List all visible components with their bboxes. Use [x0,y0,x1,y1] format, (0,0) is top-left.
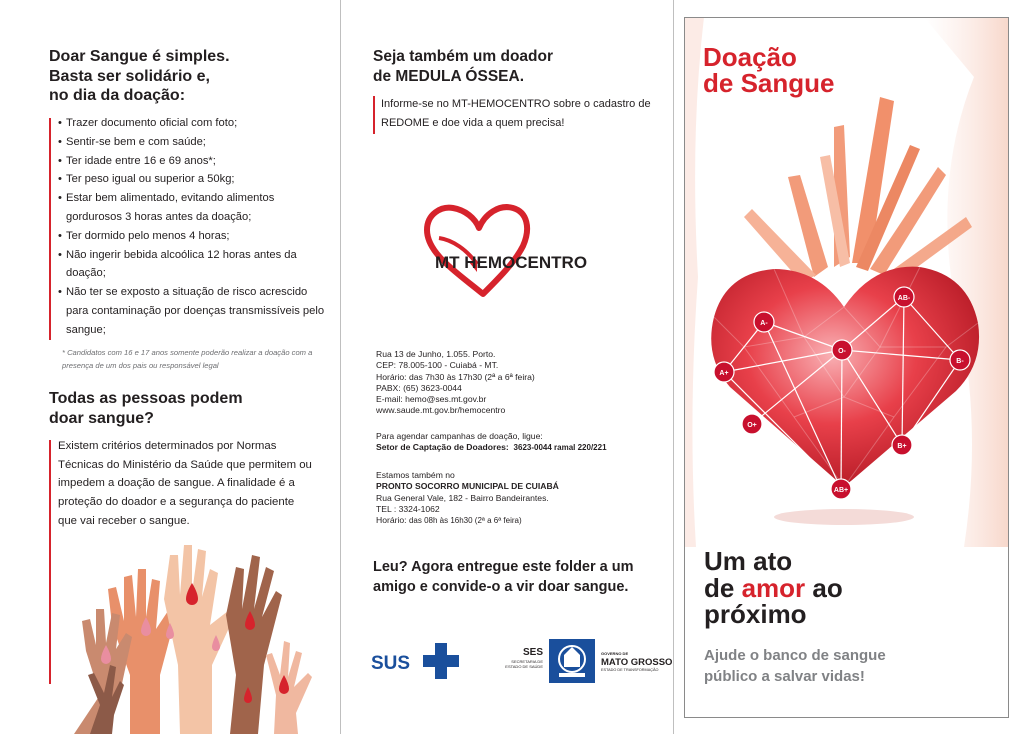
requirements-list [58,114,328,340]
sus-text: SUS [371,653,411,674]
accent-bar [49,440,51,684]
cover-subtitle [704,646,886,687]
tagline-highlight: amor [741,572,806,603]
address-line: Horário: das 7h30 às 17h30 (2ª a 6ª feira) [376,371,535,382]
call-to-action: Leu? Agora entregue este folder a um amigo e convide-o a vir doar sangue. [373,559,634,595]
ps-name: PRONTO SOCORRO MUNICIPAL DE CUIABÁ [376,481,559,492]
blood-type-label: B- [956,358,964,365]
ps-hours-label: Horário: [376,515,407,526]
blood-type-label: O- [838,348,846,355]
heart-icon [427,207,527,294]
address-line: Rua 13 de Junho, 1.055. Porto. [376,349,496,359]
tagline-text: de [704,572,742,603]
blood-type-label: A- [760,320,768,327]
sus-logo [371,643,459,679]
tagline-text: ao [805,572,843,603]
pronto-socorro-block [376,470,661,526]
website-text: www.saude.mt.gov.br/hemocentro [376,405,506,416]
age-note: * Candidatos com 16 e 17 anos somente poderão realizar a doação com a presença de um dos pais ou responsável legal [62,348,313,370]
state-coat-of-arms-icon [549,639,595,683]
hemocentro-logo [419,202,609,302]
blood-type-label: O+ [747,422,757,429]
blood-type-label: B+ [897,443,907,450]
ses-sub-text: SECRETARIA DE [511,659,543,664]
gov-sub-text: ESTADO DE TRANSFORMAÇÃO [601,668,659,672]
title-line: Todas as pessoas podem [49,390,243,407]
marrow-info: Informe-se no MT-HEMOCENTRO sobre o cadastro de REDOME e doe vida a quem precisa! [381,98,651,129]
accent-bar [49,118,51,340]
tagline-line: próximo [704,599,807,629]
ps-tel-label: TEL : [376,503,397,514]
marrow-title [373,47,663,87]
list-item: • Trazer documento oficial com foto; [58,114,328,133]
schedule-block [376,431,661,454]
email-text: E-mail: hemo@ses.mt.gov.br [376,394,487,405]
requirements-title [49,47,319,106]
tagline-line: Um ato [704,546,793,576]
list-item: • Não ter se exposto a situação de risco acrescido para contaminação por doenças transmissíveis pelo sangue; [58,283,328,339]
left-panel [0,0,340,734]
cover-panel [674,0,1024,734]
ps-intro: Estamos também no [376,470,455,480]
logo-text: MT HEMOCENTRO [435,253,588,272]
title-line: Basta ser solidário e, [49,67,210,85]
accent-bar [373,96,375,134]
ses-sub-text: ESTADO DE SAÚDE [505,664,543,669]
ses-text: SES [522,647,543,658]
title-line: de Sangue [703,68,835,98]
cover-title [703,44,834,96]
schedule-label: Setor de Captação de Doadores: [376,442,509,453]
schedule-phone: 3623-0044 ramal 220/221 [513,443,607,453]
raised-hands-illustration [60,525,330,734]
subtitle-line: público a salvar vidas! [704,667,865,685]
subtitle-line: Ajude o banco de sangue [704,647,886,664]
blood-type-label: AB+ [833,487,849,494]
hand-icon [74,545,312,734]
title-line: doar sangue? [49,410,154,427]
list-item: • Não ingerir bebida alcoólica 12 horas antes da doação; [58,246,328,284]
ps-address: Rua General Vale, 182 - Bairro Bandeirantes. [376,492,549,503]
ps-tel: 3324-1062 [398,503,440,514]
list-item: • Ter peso igual ou superior a 50kg; [58,170,328,189]
list-item: • Estar bem alimentado, evitando alimentos gordurosos 3 horas antes da doação; [58,189,328,227]
schedule-intro: Para agendar campanhas de doação, ligue: [376,431,543,441]
gov-top-text: GOVERNO DE [601,651,629,656]
title-line: no dia da doação: [49,87,186,104]
blood-type-label: AB- [897,295,911,302]
tagline-line [704,572,843,603]
list-item: • Sentir-se bem e com saúde; [58,133,328,152]
address-line: CEP: 78.005-100 - Cuiabá - MT. [376,360,499,371]
section-title [49,389,319,429]
title-line: Seja também um doador [373,48,554,65]
title-line: de MEDULA ÓSSEA. [373,68,524,85]
cross-icon [423,643,459,679]
cover-tagline [704,548,843,628]
ses-logo [505,647,543,669]
sponsor-logos [371,637,673,687]
ps-hours: das 08h às 16h30 (2ª a 6ª feira) [408,516,522,526]
list-item: • Ter idade entre 16 e 69 anos*; [58,152,328,171]
middle-panel [341,0,673,734]
section-text: Existem critérios determinados por Normas Técnicas do Ministério da Saúde que permitem ou impedem a doação de sangue. A finalidade é a proteção do doador e a segurança do paciente que vai receber o sangue. [58,440,312,527]
gov-main-text: MATO GROSSO [601,657,673,668]
title-line: Doação [703,42,797,72]
title-line: Doar Sangue é simples. [49,48,230,65]
mato-grosso-logo [601,651,672,672]
list-item: • Ter dormido pelo menos 4 horas; [58,227,328,246]
address-block [376,349,661,417]
blood-type-label: A+ [719,370,729,377]
address-line: PABX: (65) 3623-0044 [376,382,462,393]
